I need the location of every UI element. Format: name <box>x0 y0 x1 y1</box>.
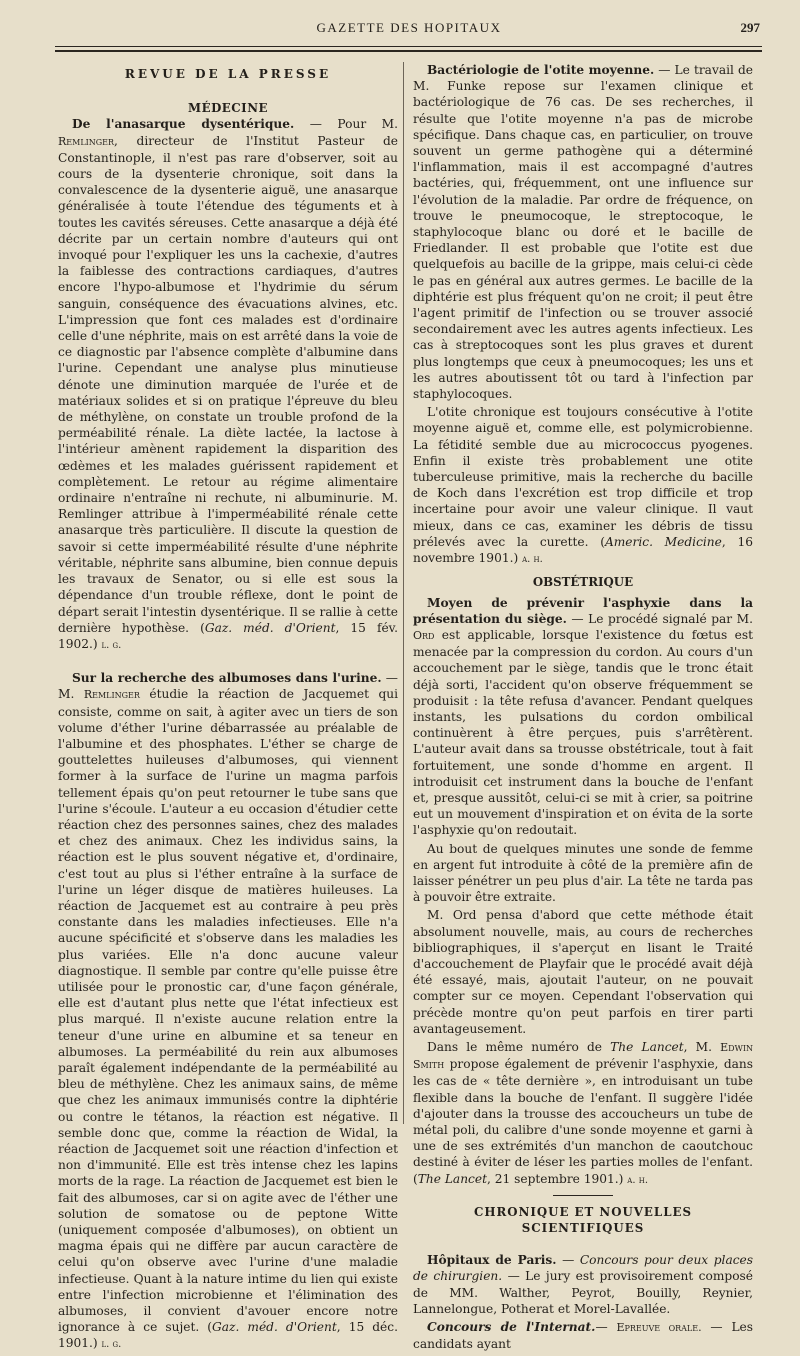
journal-title: GAZETTE DES HOPITAUX <box>316 20 502 35</box>
author-name: Remlinger <box>83 688 140 702</box>
header-rule-bottom <box>55 50 762 52</box>
author-name: Ord <box>413 628 435 642</box>
article-title: De l'anasarque dysentérique. <box>72 117 295 132</box>
source-ref: Americ. Medicine <box>604 534 722 549</box>
source-ref: Gaz. méd. d'Orient <box>204 620 336 635</box>
article-body: étudie la réaction de Jacquemet qui consiste, comme on sait, à agiter avec un tiers de son volume d'éther l'urine débarrassée au préalable de l'albumine et des phosphates. L'éther se charge de gouttelettes huileuses d'albumoses, qui viennent former à la surface de l'urine un magma parfois tellement épais qu'on peut retourner le tube sans que l'urine s'écoule. L'auteur a eu occasion d'étudier cette réaction chez des personnes saines, chez des malades et chez des animaux. Chez les individus sains, la réaction est le plus souvent négative et, d'ordinaire, c'est tout au plus si l'éther entraîne à la surface de l'urine un léger disque de matières huileuses. La réaction de Jacquemet est au contraire à peu près constante dans les maladies infectieuses. Elle n'a aucune spécificité et s'observe dans les maladies les plus variées. Elle n'a donc aucune valeur diagnostique. Il semble par contre qu'elle puisse être utilisée pour le pronostic car, d'une façon générale, elle est d'autant plus nette que l'état infectieux est plus marqué. Il n'existe aucune relation entre la teneur d'une urine en albumine et sa teneur en albumoses. La perméabilité du rein aux albumoses paraît également indépendante de la perméabilité au bleu de méthylène. Chez les animaux sains, de même que chez les animaux immunisés contre la diphtérie ou contre le tétanos, la réaction est négative. Il semble donc que, comme la réaction de Widal, la réaction de Jacquemet soit une réaction d'infection et non d'immunité. Elle est très intense chez les lapins morts de la rage. La réaction de Jacquemet est bien le fait des albumoses, car si on agite avec de l'éther une solution de somatose ou de peptone Witte (uniquement composée d'albumoses), on obtient un magma épais qui ne diffère par aucun caractère de celui qu'on observe avec l'urine d'une maladie infectieuse. Quant à la nature intime du lien qui existe entre l'infection microbienne et l'élimination des albumoses, il convient d'avouer encore notre ignorance à ce sujet. ( <box>58 687 398 1335</box>
article-otite-p2: L'otite chronique est toujours consécutive à l'otite moyenne aiguë et, comme elle, est polymicrobienne. La fétidité semble due au micrococcus pyogenes. Enfin il existe très probablement une otite tuberculeuse primitive, mais la recherche du bacille de Koch dans l'excrétion est trop difficile et trop incertaine pour avoir une valeur clinique. Il vaut mieux, dans ce cas, examiner les débris de tissu prélevés avec la curette. (Americ. Medicine, 16 novembre 1901.) a. h. <box>413 405 753 566</box>
news-title: Concours de l'Internat. <box>427 1320 596 1335</box>
author-name: Remlinger <box>58 134 115 148</box>
signature: a. h. <box>522 554 543 566</box>
article-body: est applicable, lorsque l'existence du fœtus est menacée par la compression du cordon. Au cours d'un accouchement par le siège, tandis que le tronc était déjà sorti, l'accident qu'on observe fréquemment se produisit : la tête refusa d'avancer. Pendant quelques instants, les pulsations du cordon ombilical continuèrent à être perçues, puis s'arrêtèrent. L'auteur avait dans sa trousse obstétricale, tout à fait fortuitement, une sonde d'homme en argent. Il introduisit cet instrument dans la bouche de l'enfant et, presque aussitôt, celui-ci se mit à crier, sa poitrine eut un mouvement d'inspiration et on évita de la sorte l'asphyxie qu'on redoutait. <box>413 627 753 838</box>
section-heading: REVUE DE LA PRESSE <box>124 67 332 81</box>
page-number: 297 <box>740 20 760 35</box>
subsection-heading: OBSTÉTRIQUE <box>532 575 634 590</box>
section-separator <box>553 1195 613 1196</box>
article-asphyxie: Moyen de prévenir l'asphyxie dans la présentation du siège. — Le procédé signalé par M. Ord est applicable, lorsque l'existence du fœtus est menacée par la compression du cordon. Au cours d'un accouchement par le siège, tandis que le tronc était déjà sorti, l'accident qu'on observe fréquemment se produisit : la tête refusa d'avancer. Pendant quelques instants, les pulsations du cordon ombilical continuèrent à être perçues, puis s'arrêtèrent. L'auteur avait dans sa trousse obstétricale, tout à fait fortuitement, une sonde d'homme en argent. Il introduisit cet instrument dans la bouche de l'enfant et, presque aussitôt, celui-ci se mit à crier, sa poitrine eut un mouvement d'inspiration et on évita de la sorte l'asphyxie qu'on redoutait. <box>413 595 753 838</box>
article-title: Sur la recherche des albumoses dans l'urine. <box>72 671 382 686</box>
subsection-heading: MÉDECINE <box>188 101 268 116</box>
header-rule-top <box>55 46 762 47</box>
column-divider <box>403 62 404 1124</box>
article-asphyxie-p2: Au bout de quelques minutes une sonde de femme en argent fut introduite à côté de la première afin de laisser pénétrer un peu plus d'air. La tête ne tarda pas à pouvoir être extraite. <box>413 841 753 905</box>
source-ref: Gaz. méd. d'Orient <box>212 1320 337 1335</box>
section-heading: CHRONIQUE ET NOUVELLES SCIENTIFIQUES <box>473 1204 693 1236</box>
news-item-hopitaux: Hôpitaux de Paris. — Concours pour deux places de chirurgien. — Le jury est provisoirement composé de MM. Walther, Peyrot, Bouilly, Reynier, Lannelongue, Potherat et Morel-Lavallée. <box>413 1253 753 1316</box>
source-ref: The Lancet <box>417 1171 487 1186</box>
signature: a. h. <box>627 1174 648 1186</box>
article-asphyxie-p4: Dans le même numéro de The Lancet, M. Edwin Smith propose également de prévenir l'asphyxie, dans les cas de « tête dernière », en introduisant un tube flexible dans la bouche de l'enfant. Il suggère l'idée d'ajouter dans la trousse des accoucheurs un tube de métal poli, du calibre d'une sonde moyenne et garni à une de ses extrémités d'un manchon de caoutchouc destiné à éviter de léser les parties molles de l'enfant. (The Lancet, 21 septembre 1901.) a. h. <box>413 1039 753 1186</box>
signature: l. g. <box>101 639 122 651</box>
article-title: Moyen de prévenir l'asphyxie dans la présentation du siège. <box>413 595 753 626</box>
article-otite <box>413 62 753 402</box>
signature: l. g. <box>101 1339 122 1351</box>
news-item-internat: Concours de l'Internat.— Epreuve orale. — Les candidats ayant <box>413 1320 754 1352</box>
right-column <box>413 62 753 1354</box>
page-header <box>58 20 760 40</box>
author-name: Edwin Smith <box>413 1040 753 1072</box>
news-title: Hôpitaux de Paris. <box>427 1253 557 1268</box>
left-column <box>58 62 398 1356</box>
article-title: Bactériologie de l'otite moyenne. <box>427 63 655 77</box>
article-albumoses: Sur la recherche des albumoses dans l'urine. — M. Remlinger étudie la réaction de Jacquemet qui consiste, comme on sait, à agiter avec un tiers de son volume d'éther l'urine débarrassée au préalable de l'albumine et des phosphates. L'éther se charge de gouttelettes huileuses d'albumoses, qui viennent former à la surface de l'urine un magma parfois tellement épais qu'on peut retourner le tube sans que l'urine s'écoule. L'auteur a eu occasion d'étudier cette réaction chez des personnes saines, chez des malades et chez des animaux. Chez les individus sains, la réaction est le plus souvent négative et, d'ordinaire, c'est tout au plus si l'éther entraîne à la surface de l'urine un léger disque de matières huileuses. La réaction de Jacquemet est au contraire à peu près constante dans les maladies infectieuses. Elle n'a aucune spécificité et s'observe dans les maladies les plus variées. Elle n'a donc aucune valeur diagnostique. Il semble par contre qu'elle puisse être utilisée pour le pronostic car, d'une façon générale, elle est d'autant plus nette que l'état infectieux est plus marqué. Il n'existe aucune relation entre la teneur d'une urine en albumine et sa teneur en albumoses. La perméabilité du rein aux albumoses paraît également indépendante de la perméabilité au bleu de méthylène. Chez les animaux sains, de même que chez les animaux immunisés contre la diphtérie ou contre le tétanos, la réaction est négative. Il semble donc que, comme la réaction de Widal, la réaction de Jacquemet soit une réaction d'infection et non d'immunité. Elle est très intense chez les lapins morts de la rage. La réaction de Jacquemet est bien le fait des albumoses, car si on agite avec de l'éther une solution de somatose ou de peptone Witte (uniquement composée d'albumoses), on obtient un magma épais qui ne diffère par aucun caractère de celui qu'on observe avec l'urine d'une maladie infectieuse. Quant à la nature intime du lien qui existe entre l'infection microbienne et l'élimination des albumoses, il convient d'avouer encore notre ignorance à ce sujet. (Gaz. méd. d'Orient, 15 déc. 1901.) l. g. <box>58 671 398 1351</box>
article-body: , directeur de l'Institut Pasteur de Constantinople, il n'est pas rare d'observer, soit au cours de la dysenterie chronique, soit dans la convalescence de la dysenterie aiguë, une anasarque généralisée à toute l'étendue des téguments et à toutes les cavités séreuses. Cette anasarque a déjà été décrite par un certain nombre d'auteurs qui ont invoqué pour l'expliquer les uns la cachexie, d'autres la faiblesse des contractions cardiaques, d'autres encore l'hypo-albumose et l'hydrimie du sérum sanguin, conséquence des évacuations alvines, etc. L'impression que font ces malades est d'ordinaire celle d'une néphrite, mais on est arrêté dans la voie de ce diagnostic par l'absence complète d'albumine dans l'urine. Cependant une analyse plus minutieuse dénote une diminution marquée de l'urée et de matériaux solides et si on pratique l'épreuve du bleu de méthylène, on constate un trouble profond de la perméabilité rénale. La diète lactée, la lactose à l'intérieur amènent rapidement la disparition des œdèmes et les malades guérissent rapidement et complètement. Le retour au régime alimentaire ordinaire n'entraîne ni rechute, ni albuminurie. M. Remlinger attribue à l'imperméabilité rénale cette anasarque très particulière. Il discute la question de savoir si cette imperméabilité résulte d'une néphrite véritable, néphrite sans albumine, bien connue depuis les travaux de Senator, ou si elle est sous la dépendance d'un trouble réflexe, dont le point de départ serait l'intestin dysentérique. Il se rallie à cette dernière hypothèse. ( <box>58 133 398 635</box>
article-body: — Le travail de M. Funke repose sur l'examen clinique et bactériologique de 76 cas. De ses recherches, il résulte que l'otite moyenne n'a pas de microbe spécifique. Dans chaque cas, en particulier, on trouve souvent un germe pathogène qui a déterminé l'inflammation, mais il est accompagné d'autres bactéries, qui, fréquemment, ont une influence sur l'évolution de la maladie. Par ordre de fréquence, on trouve le pneumocoque, le streptocoque, le staphylocoque blanc ou doré et le bacille de Friedlander. Il est probable que l'otite est due quelquefois au bacille de la grippe, mais celui-ci cède le pas en général aux autres germes. Le bacille de la diphtérie est plus fréquent qu'on ne croit; il peut être l'agent primitif de l'infection ou se trouver associé secondairement avec les autres agents infectieux. Les cas à streptocoques sont les plus graves et durent plus longtemps que ceux à pneumocoques; les uns et les autres aboutissent tôt ou tard à l'infection par staphylocoques. <box>413 63 753 402</box>
article-asphyxie-p3: M. Ord pensa d'abord que cette méthode était absolument nouvelle, mais, au cours de recherches bibliographiques, il s'aperçut en lisant le Traité d'accouchement de Playfair que le procédé avait déjà été essayé, mais, ajoutait l'auteur, on ne pouvait compter sur ce moyen. Cependant l'observation qui précède montre qu'on peut parfois en tirer parti avantageusement. <box>413 908 753 1036</box>
article-anasarque: De l'anasarque dysentérique. — Pour M. Remlinger, directeur de l'Institut Pasteur de Constantinople, il n'est pas rare d'observer, soit au cours de la dysenterie chronique, soit dans la convalescence de la dysenterie aiguë, une anasarque généralisée à toute l'étendue des téguments et à toutes les cavités séreuses. Cette anasarque a déjà été décrite par un certain nombre d'auteurs qui ont invoqué pour l'expliquer les uns la cachexie, d'autres la faiblesse des contractions cardiaques, d'autres encore l'hypo-albumose et l'hydrimie du sérum sanguin, conséquence des évacuations alvines, etc. L'impression que font ces malades est d'ordinaire celle d'une néphrite, mais on est arrêté dans la voie de ce diagnostic par l'absence complète d'albumine dans l'urine. Cependant une analyse plus minutieuse dénote une diminution marquée de l'urée et de matériaux solides et si on pratique l'épreuve du bleu de méthylène, on constate un trouble profond de la perméabilité rénale. La diète lactée, la lactose à l'intérieur amènent rapidement la disparition des œdèmes et les malades guérissent rapidement et complètement. Le retour au régime alimentaire ordinaire n'entraîne ni rechute, ni albuminurie. M. Remlinger attribue à l'imperméabilité rénale cette anasarque très particulière. Il discute la question de savoir si cette imperméabilité résulte d'une néphrite véritable, néphrite sans albumine, bien connue depuis les travaux de Senator, ou si elle est sous la dépendance d'un trouble réflexe, dont le point de départ serait l'intestin dysentérique. Il se rallie à cette dernière hypothèse. (Gaz. méd. d'Orient, 15 fév. 1902.) l. g. <box>58 117 398 651</box>
